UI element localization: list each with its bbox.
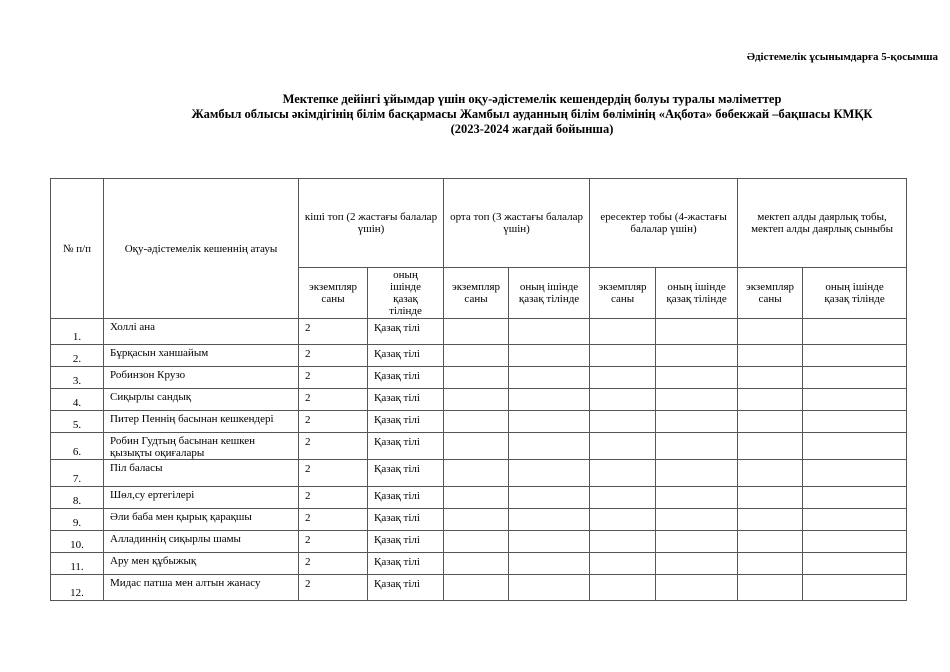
- row-title: Робинзон Крузо: [104, 367, 299, 389]
- row-number: 3.: [51, 367, 104, 389]
- empty-cell: [509, 367, 590, 389]
- empty-cell: [509, 487, 590, 509]
- empty-cell: [509, 319, 590, 345]
- empty-cell: [590, 575, 656, 601]
- table-body: [51, 319, 907, 601]
- row-number: 10.: [51, 531, 104, 553]
- row-title: Питер Пеннің басынан кешкендері: [104, 411, 299, 433]
- empty-cell: [590, 345, 656, 367]
- table-row: [51, 553, 907, 575]
- empty-cell: [590, 531, 656, 553]
- empty-cell: [509, 531, 590, 553]
- row-copies: 2: [299, 531, 368, 553]
- row-number: 5.: [51, 411, 104, 433]
- header-name: Оқу-әдістемелік кешеннің атауы: [104, 179, 299, 319]
- table-row: [51, 319, 907, 345]
- document-title: [150, 92, 914, 137]
- row-copies: 2: [299, 487, 368, 509]
- empty-cell: [590, 487, 656, 509]
- empty-cell: [738, 433, 803, 460]
- empty-cell: [509, 345, 590, 367]
- empty-cell: [444, 509, 509, 531]
- empty-cell: [738, 487, 803, 509]
- empty-cell: [590, 509, 656, 531]
- table-row: [51, 460, 907, 487]
- empty-cell: [509, 553, 590, 575]
- title-line-2: Жамбыл облысы әкімдігінің білім басқармасы Жамбыл ауданның білім бөлімінің «Ақбота» бөбекжай –бақшасы КМҚК: [191, 107, 873, 121]
- empty-cell: [803, 553, 907, 575]
- row-copies: 2: [299, 575, 368, 601]
- header-kazakh: оның ішінде қазақ тілінде: [656, 268, 738, 319]
- empty-cell: [590, 319, 656, 345]
- empty-cell: [738, 460, 803, 487]
- row-language: Қазақ тілі: [368, 367, 444, 389]
- annex-label: Әдістемелік ұсынымдарға 5-қосымша: [746, 51, 938, 63]
- header-copies: экземпляр саны: [590, 268, 656, 319]
- empty-cell: [656, 575, 738, 601]
- empty-cell: [656, 345, 738, 367]
- empty-cell: [444, 553, 509, 575]
- materials-table: [50, 178, 907, 601]
- empty-cell: [656, 319, 738, 345]
- empty-cell: [590, 460, 656, 487]
- row-title: Мидас патша мен алтын жанасу: [104, 575, 299, 601]
- empty-cell: [444, 319, 509, 345]
- row-language: Қазақ тілі: [368, 319, 444, 345]
- empty-cell: [509, 509, 590, 531]
- empty-cell: [444, 367, 509, 389]
- row-language: Қазақ тілі: [368, 345, 444, 367]
- empty-cell: [509, 411, 590, 433]
- empty-cell: [738, 509, 803, 531]
- empty-cell: [738, 367, 803, 389]
- table-row: [51, 509, 907, 531]
- row-number: 6.: [51, 433, 104, 460]
- empty-cell: [803, 367, 907, 389]
- header-group-preschool: мектеп алды даярлық тобы, мектеп алды даярлық сыныбы: [738, 179, 907, 268]
- empty-cell: [803, 460, 907, 487]
- table-row: [51, 531, 907, 553]
- empty-cell: [803, 509, 907, 531]
- empty-cell: [509, 433, 590, 460]
- header-kazakh: оның ішінде қазақ тілінде: [509, 268, 590, 319]
- empty-cell: [738, 345, 803, 367]
- row-number: 12.: [51, 575, 104, 601]
- empty-cell: [656, 553, 738, 575]
- row-copies: 2: [299, 509, 368, 531]
- empty-cell: [803, 319, 907, 345]
- empty-cell: [803, 487, 907, 509]
- header-copies: экземпляр саны: [738, 268, 803, 319]
- title-line-1: Мектепке дейінгі ұйымдар үшін оқу-әдістемелік кешендердің болуы туралы мәліметтер: [282, 92, 782, 106]
- empty-cell: [656, 531, 738, 553]
- empty-cell: [803, 389, 907, 411]
- empty-cell: [656, 509, 738, 531]
- header-kazakh: оның ішінде қазақ тілінде: [368, 268, 444, 319]
- table-row: [51, 433, 907, 460]
- row-copies: 2: [299, 433, 368, 460]
- row-number: 8.: [51, 487, 104, 509]
- empty-cell: [738, 411, 803, 433]
- header-row-groups: [51, 179, 907, 268]
- row-copies: 2: [299, 553, 368, 575]
- row-title: Робин Гудтың басынан кешкен қызықты оқиғалары: [104, 433, 299, 460]
- empty-cell: [656, 367, 738, 389]
- row-title: Піл баласы: [104, 460, 299, 487]
- row-copies: 2: [299, 411, 368, 433]
- empty-cell: [444, 345, 509, 367]
- empty-cell: [656, 389, 738, 411]
- header-copies: экземпляр саны: [299, 268, 368, 319]
- row-copies: 2: [299, 319, 368, 345]
- row-number: 2.: [51, 345, 104, 367]
- row-language: Қазақ тілі: [368, 389, 444, 411]
- empty-cell: [444, 433, 509, 460]
- empty-cell: [444, 575, 509, 601]
- row-copies: 2: [299, 367, 368, 389]
- empty-cell: [738, 553, 803, 575]
- row-number: 1.: [51, 319, 104, 345]
- empty-cell: [656, 411, 738, 433]
- empty-cell: [803, 411, 907, 433]
- header-group-middle: орта топ (3 жастағы балалар үшін): [444, 179, 590, 268]
- empty-cell: [444, 411, 509, 433]
- header-group-junior: кіші топ (2 жастағы балалар үшін): [299, 179, 444, 268]
- empty-cell: [738, 531, 803, 553]
- table-row: [51, 367, 907, 389]
- header-kazakh: оның ішінде қазақ тілінде: [803, 268, 907, 319]
- empty-cell: [444, 460, 509, 487]
- row-language: Қазақ тілі: [368, 433, 444, 460]
- row-copies: 2: [299, 345, 368, 367]
- row-language: Қазақ тілі: [368, 553, 444, 575]
- empty-cell: [509, 389, 590, 411]
- empty-cell: [590, 367, 656, 389]
- empty-cell: [803, 433, 907, 460]
- empty-cell: [803, 531, 907, 553]
- row-number: 11.: [51, 553, 104, 575]
- empty-cell: [509, 575, 590, 601]
- row-language: Қазақ тілі: [368, 531, 444, 553]
- empty-cell: [444, 531, 509, 553]
- empty-cell: [509, 460, 590, 487]
- empty-cell: [590, 433, 656, 460]
- empty-cell: [590, 411, 656, 433]
- table-row: [51, 487, 907, 509]
- empty-cell: [803, 575, 907, 601]
- row-title: Шөл,су ертегілері: [104, 487, 299, 509]
- header-group-senior: ересектер тобы (4-жастағы балалар үшін): [590, 179, 738, 268]
- row-title: Холлі ана: [104, 319, 299, 345]
- table-row: [51, 389, 907, 411]
- row-title: Ару мен құбыжық: [104, 553, 299, 575]
- empty-cell: [656, 487, 738, 509]
- empty-cell: [590, 389, 656, 411]
- row-language: Қазақ тілі: [368, 460, 444, 487]
- empty-cell: [738, 389, 803, 411]
- empty-cell: [738, 575, 803, 601]
- empty-cell: [656, 433, 738, 460]
- empty-cell: [444, 487, 509, 509]
- row-number: 7.: [51, 460, 104, 487]
- row-title: Сиқырлы сандық: [104, 389, 299, 411]
- row-title: Алладиннің сиқырлы шамы: [104, 531, 299, 553]
- row-number: 4.: [51, 389, 104, 411]
- row-number: 9.: [51, 509, 104, 531]
- row-title: Әли баба мен қырық қарақшы: [104, 509, 299, 531]
- row-title: Бұрқасын ханшайым: [104, 345, 299, 367]
- row-language: Қазақ тілі: [368, 411, 444, 433]
- table-row: [51, 575, 907, 601]
- row-language: Қазақ тілі: [368, 509, 444, 531]
- table-row: [51, 345, 907, 367]
- table-row: [51, 411, 907, 433]
- row-copies: 2: [299, 389, 368, 411]
- header-copies: экземпляр саны: [444, 268, 509, 319]
- empty-cell: [738, 319, 803, 345]
- header-num: № п/п: [51, 179, 104, 319]
- row-language: Қазақ тілі: [368, 487, 444, 509]
- empty-cell: [803, 345, 907, 367]
- title-line-3: (2023-2024 жағдай бойынша): [450, 122, 614, 136]
- row-language: Қазақ тілі: [368, 575, 444, 601]
- empty-cell: [444, 389, 509, 411]
- row-copies: 2: [299, 460, 368, 487]
- empty-cell: [590, 553, 656, 575]
- empty-cell: [656, 460, 738, 487]
